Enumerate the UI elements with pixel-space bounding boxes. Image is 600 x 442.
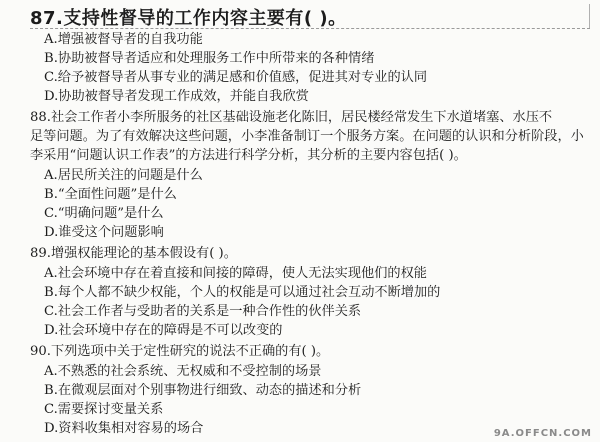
q90-option-b: B.在微观层面对个别事物进行细致、动态的描述和分析 [44, 383, 362, 398]
q87-option-b: B.协助被督导者适应和处理服务工作中所带来的各种情绪 [44, 51, 375, 66]
q89-option-b: B.每个人都不缺少权能，个人的权能是可以通过社会互动不断增加的 [44, 285, 441, 300]
q89-option-c: C.社会工作者与受助者的关系是一种合作性的伙伴关系 [44, 304, 362, 319]
q88-stem-line-1: 88.社会工作者小李所服务的社区基础设施老化陈旧，居民楼经常发生下水道堵塞、水压不 [30, 110, 553, 125]
q89-option-a: A.社会环境中存在着直接和间接的障碍，使人无法实现他们的权能 [44, 266, 427, 281]
question-87-title: 87.支持性督导的工作内容主要有( )。 [30, 8, 347, 29]
q89-stem: 89.增强权能理论的基本假设有( )。 [30, 246, 237, 261]
q88-option-b: B.“全面性问题”是什么 [44, 187, 177, 202]
q88-option-d: D.谁受这个问题影响 [44, 225, 164, 240]
q88-stem-line-2: 足等问题。为了有效解决这些问题，小李准备制订一个服务方案。在问题的认识和分析阶段，小 [30, 129, 584, 144]
q88-stem-line-3: 李采用“问题认识工作表”的方法进行科学分析，其分析的主要内容包括( )。 [30, 148, 467, 163]
q89-option-d: D.社会环境中存在的障碍是不可以改变的 [44, 323, 283, 338]
q88-option-c: C.“明确问题”是什么 [44, 206, 164, 221]
q90-option-d: D.资料收集相对容易的场合 [44, 421, 204, 436]
q90-stem: 90.下列选项中关于定性研究的说法不正确的有( )。 [30, 344, 330, 359]
q88-option-a: A.居民所关注的问题是什么 [44, 168, 203, 183]
site-watermark: 9A.OFFCN.COM [493, 428, 592, 439]
q87-option-a: A.增强被督导者的自我功能 [44, 32, 203, 47]
q87-option-c: C.给予被督导者从事专业的满足感和价值感，促进其对专业的认同 [44, 70, 428, 85]
q90-option-c: C.需要探讨变量关系 [44, 402, 164, 417]
q87-option-d: D.协助被督导者发现工作成效，并能自我欣赏 [44, 89, 309, 104]
title-dashed-rule [30, 28, 590, 29]
q90-option-a: A.不熟悉的社会系统、无权威和不受控制的场景 [44, 364, 322, 379]
title-box-edge [589, 4, 590, 28]
